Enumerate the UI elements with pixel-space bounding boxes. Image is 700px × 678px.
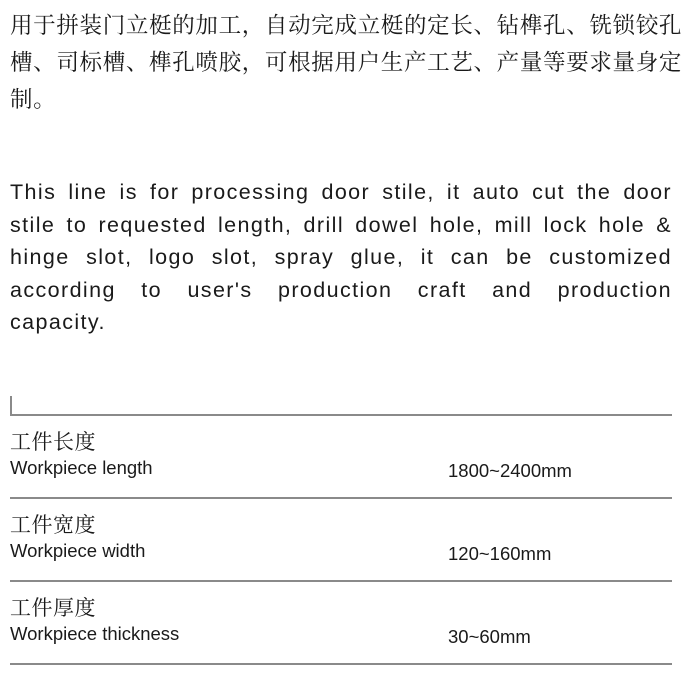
table-corner-tick xyxy=(10,396,12,414)
spec-value: 1800~2400mm xyxy=(448,460,572,481)
spec-value: 120~160mm xyxy=(448,543,552,564)
table-top-rule xyxy=(10,392,672,416)
spec-label-cn: 工件长度 xyxy=(10,430,96,454)
intro-chinese: 用于拼装门立梃的加工，自动完成立梃的定长、钻榫孔、铣锁铰孔槽、司标槽、榫孔喷胶，可根据用户生产工艺、产量等要求量身定制。 xyxy=(10,13,682,113)
spec-label-en: Workpiece length xyxy=(10,457,153,478)
spec-label-cn: 工件宽度 xyxy=(10,513,96,537)
spec-table xyxy=(10,392,672,665)
intro-english: This line is for processing door stile, it auto cut the door stile to requested length, drill dowel hole, mill lock hole & hinge slot, logo slot, spray glue, it can be customized according to user's production craft and production capacity. xyxy=(10,180,672,334)
spec-label-cn: 工件厚度 xyxy=(10,596,96,620)
spec-row-length xyxy=(10,416,672,499)
spec-row-thickness xyxy=(10,582,672,665)
spec-label-en: Workpiece thickness xyxy=(10,623,180,644)
spec-row-width xyxy=(10,499,672,582)
spec-value: 30~60mm xyxy=(448,626,531,647)
spec-label-en: Workpiece width xyxy=(10,540,146,561)
